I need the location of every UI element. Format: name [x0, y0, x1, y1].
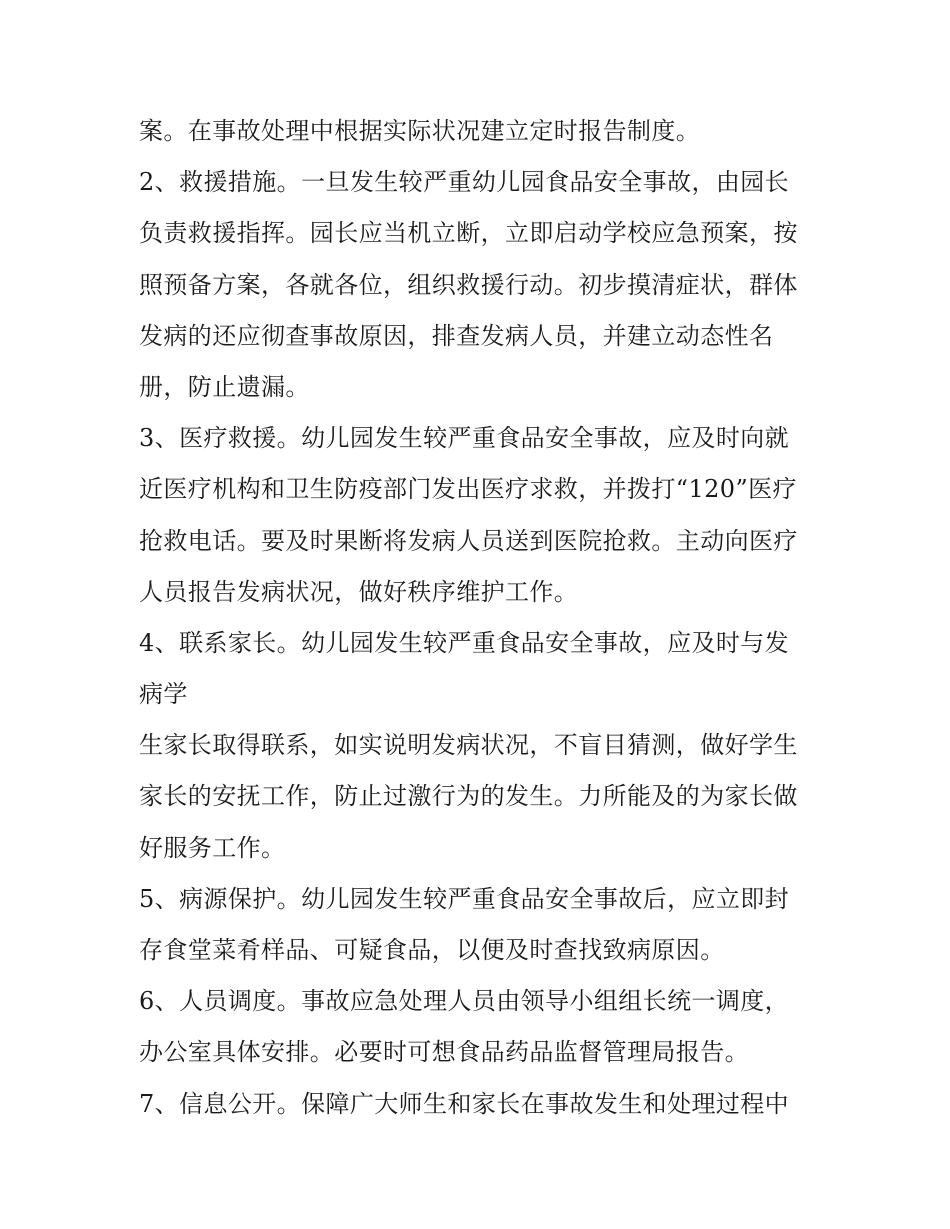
text-line: 7、信息公开。保障广大师生和家长在事故发生和处理过程中	[139, 1089, 790, 1118]
text-line: 册，防止遗漏。	[139, 372, 310, 401]
text-line: 家长的安抚工作，防止过激行为的发生。力所能及的为家长做	[139, 782, 798, 811]
text-line: 存食堂菜肴样品、可疑食品，以便及时查找致病原因。	[139, 936, 725, 964]
text-line: 2、救援措施。一旦发生较严重幼儿园食品安全事故，由园长	[139, 168, 790, 197]
text-line: 办公室具体安排。必要时可想食品药品监督管理局报告。	[139, 1038, 749, 1067]
text-line: 发病的还应彻查事故原因，排查发病人员，并建立动态性名	[139, 321, 774, 350]
text-line: 案。在事故处理中根据实际状况建立定时报告制度。	[139, 117, 701, 145]
text-line: 6、人员调度。事故应急处理人员由领导小组组长统一调度，	[139, 987, 790, 1016]
text-line: 4、联系家长。幼儿园发生较严重食品安全事故，应及时与发	[139, 628, 790, 657]
text-line: 照预备方案，各就各位，组织救援行动。初步摸清症状，群体	[139, 270, 798, 299]
text-line: 人员报告发病状况，做好秩序维护工作。	[139, 577, 579, 606]
text-line: 好服务工作。	[139, 833, 286, 862]
body-text	[139, 106, 829, 1130]
text-line: 3、医疗救援。幼儿园发生较严重食品安全事故，应及时向就	[139, 424, 790, 453]
text-line: 5、病源保护。幼儿园发生较严重食品安全事故后，应立即封	[139, 884, 790, 913]
text-line: 负责救援指挥。园长应当机立断，立即启动学校应急预案，按	[139, 219, 798, 248]
text-line: 生家长取得联系，如实说明发病状况，不盲目猜测，做好学生	[139, 731, 798, 760]
text-line: 抢救电话。要及时果断将发病人员送到医院抢救。主动向医疗	[139, 526, 798, 555]
text-line: 病学	[139, 680, 188, 709]
text-line: 近医疗机构和卫生防疫部门发出医疗求救，并拨打“120”医疗	[139, 475, 797, 504]
